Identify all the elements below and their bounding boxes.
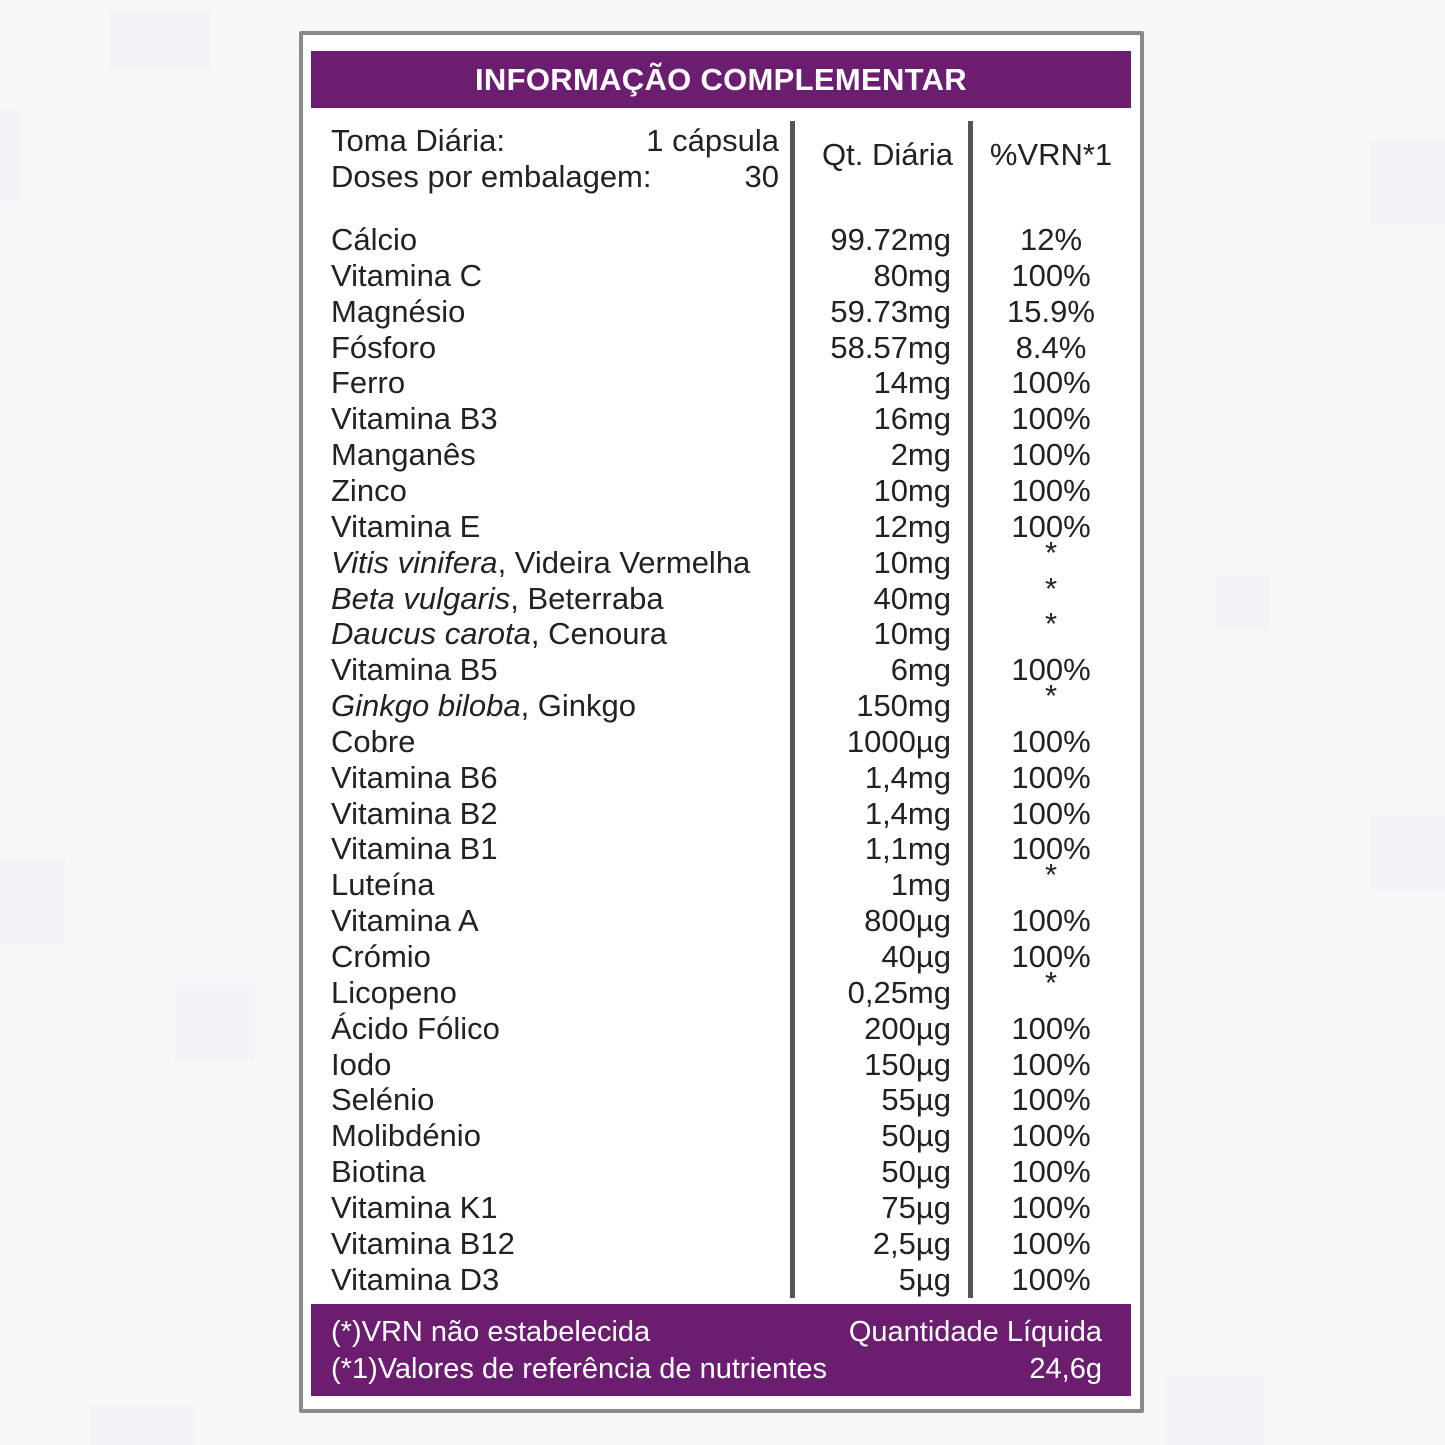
nutrient-quantity: 50µg [881, 1118, 951, 1154]
nutrient-vrn: 100% [1011, 472, 1091, 508]
nutrient-common-name: Vitamina B3 [331, 401, 498, 437]
nutrient-quantity: 40mg [873, 580, 951, 616]
nutrient-quantity: 14mg [873, 365, 951, 401]
nutrient-common-name: Magnésio [331, 293, 466, 329]
nutrient-quantity: 1,4mg [864, 759, 951, 795]
nutrient-name [331, 1262, 499, 1298]
nutrient-latin-name: Beta vulgaris [331, 580, 511, 616]
nutrient-vrn: 100% [1011, 903, 1091, 939]
nutrient-vrn: * [1044, 606, 1058, 642]
nutrient-common-name: Cobre [331, 723, 416, 759]
nutrient-row [0, 1262, 1445, 1298]
nutrient-quantity: 1,4mg [864, 795, 951, 831]
nutrient-row [0, 365, 1445, 401]
nutrient-common-name: Ácido Fólico [331, 1010, 500, 1046]
nutrient-vrn: 100% [1011, 939, 1091, 974]
nutrient-vrn: 100% [1011, 1082, 1091, 1118]
nutrient-vrn: 8.4% [1015, 329, 1087, 365]
nutrient-row [0, 652, 1445, 688]
nutrient-common-name: Vitamina D3 [331, 1261, 500, 1297]
nutrient-quantity: 2mg [890, 437, 951, 473]
nutrient-quantity: 50µg [881, 1154, 951, 1190]
nutrient-name [331, 939, 431, 975]
nutrient-quantity: 1000µg [846, 723, 951, 759]
background-tile [1165, 1375, 1265, 1445]
nutrient-quantity: 10mg [873, 616, 951, 652]
nutrient-row [0, 1154, 1445, 1190]
nutrient-row [0, 534, 1445, 581]
doses-per-pack-label: Doses por embalagem: [331, 159, 652, 194]
nutrient-name [331, 1118, 481, 1154]
nutrient-vrn: 100% [1011, 1010, 1091, 1046]
nutrient-vrn: 100% [1011, 1189, 1091, 1225]
nutrient-common-name: Iodo [331, 1046, 392, 1082]
daily-dose-value: 1 cápsula [646, 123, 779, 158]
nutrient-row [0, 857, 1445, 903]
nutrient-row [0, 294, 1445, 330]
nutrient-row [0, 1047, 1445, 1083]
nutrient-quantity: 1,1mg [864, 831, 951, 867]
nutrient-name [331, 688, 636, 724]
nutrient-quantity: 55µg [881, 1082, 951, 1118]
nutrient-row [0, 258, 1445, 294]
nutrient-vrn: 100% [1011, 1154, 1091, 1190]
nutrient-name [331, 975, 457, 1011]
nutrient-vrn: 100% [1011, 257, 1091, 293]
nutrient-row [0, 903, 1445, 939]
footnote-vrn-definition: (*1)Valores de referência de nutrientes [331, 1353, 827, 1385]
nutrient-name [331, 796, 498, 832]
nutrient-quantity: 59.73mg [830, 293, 951, 329]
nutrient-quantity: 10mg [873, 472, 951, 508]
nutrient-row [0, 509, 1445, 545]
label-footer [311, 1304, 1131, 1396]
nutrient-row [0, 760, 1445, 796]
nutrient-vrn: 100% [1011, 759, 1091, 795]
nutrient-quantity: 40µg [881, 939, 951, 974]
nutrient-row [0, 401, 1445, 437]
nutrient-common-name: Molibdénio [331, 1118, 481, 1154]
nutrient-quantity: 10mg [873, 544, 951, 580]
nutrient-row [0, 939, 1445, 975]
nutrient-row [0, 437, 1445, 473]
nutrient-name [331, 294, 465, 330]
nutrient-quantity: 150mg [856, 688, 951, 724]
nutrient-latin-name: Ginkgo biloba [331, 688, 521, 724]
nutrient-row [0, 330, 1445, 366]
net-quantity-label: Quantidade Líquida [848, 1316, 1102, 1348]
background-tile [110, 10, 210, 70]
nutrient-latin-name: Vitis vinifera [331, 544, 498, 580]
nutrient-common-name: Vitamina K1 [331, 1189, 498, 1225]
nutrient-quantity: 0,25mg [847, 974, 951, 1010]
nutrient-row [0, 796, 1445, 832]
nutrient-row [0, 1118, 1445, 1154]
background-tile [90, 1405, 195, 1445]
nutrient-vrn: * [1044, 570, 1058, 606]
nutrient-quantity: 16mg [873, 401, 951, 437]
nutrient-name [331, 437, 476, 473]
nutrient-name [331, 1190, 498, 1226]
nutrient-row [0, 1082, 1445, 1118]
nutrient-common-name: Cálcio [331, 222, 418, 257]
nutrient-name [331, 1082, 434, 1118]
nutrient-common-name: Licopeno [331, 974, 457, 1010]
nutrient-name [331, 509, 480, 545]
nutrient-name [331, 401, 498, 437]
nutrient-quantity: 99.72mg [830, 222, 951, 257]
column-header-vrn: %VRN*1 [989, 137, 1113, 172]
nutrient-common-name: Ferro [331, 365, 406, 401]
nutrient-row [0, 964, 1445, 1011]
footnote-vrn-not-established: (*)VRN não estabelecida [331, 1316, 651, 1348]
nutrient-vrn: 100% [1011, 831, 1091, 867]
nutrient-name [331, 652, 498, 688]
nutrient-quantity: 75µg [881, 1189, 951, 1225]
background-tile [1370, 140, 1445, 225]
nutrient-quantity: 12mg [873, 508, 951, 544]
nutrient-name [331, 1047, 391, 1083]
nutrient-common-name: , Beterraba [510, 580, 664, 616]
nutrient-vrn: 100% [1011, 508, 1091, 544]
nutrient-name [331, 258, 482, 294]
background-tile [0, 110, 20, 200]
nutrient-vrn: 100% [1011, 1225, 1091, 1261]
nutrient-common-name: Vitamina B1 [331, 831, 498, 867]
nutrient-vrn: 100% [1011, 723, 1091, 759]
nutrient-common-name: Zinco [331, 472, 407, 508]
nutrient-name [331, 1154, 426, 1190]
nutrient-vrn: 100% [1011, 1261, 1091, 1297]
nutrient-common-name: Vitamina B6 [331, 759, 498, 795]
nutrient-row [0, 1190, 1445, 1226]
nutrient-name [331, 545, 750, 581]
nutrient-row [0, 473, 1445, 509]
nutrient-common-name: Vitamina B5 [331, 652, 498, 688]
nutrient-row [0, 1226, 1445, 1262]
nutrient-quantity: 2,5µg [872, 1225, 951, 1261]
daily-dose-label: Toma Diária: [331, 123, 505, 158]
nutrient-row [0, 222, 1445, 258]
nutrient-common-name: Selénio [331, 1082, 435, 1118]
nutrient-vrn: 100% [1011, 795, 1091, 831]
nutrient-name [331, 867, 434, 903]
nutrient-common-name: Fósforo [331, 329, 437, 365]
nutrient-common-name: Manganês [331, 437, 476, 473]
nutrient-name [331, 1011, 500, 1047]
column-header-qty: Qt. Diária [822, 137, 953, 172]
nutrient-row [0, 724, 1445, 760]
nutrient-vrn: 100% [1011, 652, 1091, 688]
nutrient-common-name: Vitamina E [331, 508, 481, 544]
nutrient-common-name: Vitamina A [331, 903, 479, 939]
nutrient-vrn: 12% [1019, 222, 1083, 257]
nutrient-name [331, 222, 417, 258]
nutrient-quantity: 6mg [890, 652, 951, 688]
nutrient-common-name: , Videira Vermelha [497, 544, 751, 580]
nutrient-name [331, 903, 479, 939]
nutrient-row [0, 606, 1445, 652]
nutrient-vrn: 100% [1011, 365, 1091, 401]
nutrient-row [0, 678, 1445, 724]
nutrient-vrn: 100% [1011, 401, 1091, 437]
nutrient-name [331, 760, 498, 796]
nutrient-vrn: 100% [1011, 1046, 1091, 1082]
nutrient-name [331, 330, 436, 366]
nutrient-common-name: , Cenoura [530, 616, 668, 652]
nutrient-quantity: 1mg [890, 867, 951, 903]
nutrient-row [0, 831, 1445, 867]
nutrient-common-name: Crómio [331, 939, 431, 974]
nutrient-vrn: * [1044, 964, 1058, 1000]
nutrient-vrn: * [1044, 534, 1058, 570]
nutrient-quantity: 200µg [864, 1010, 951, 1046]
nutrient-vrn: 100% [1011, 437, 1091, 473]
net-quantity-value: 24,6g [1029, 1353, 1102, 1385]
nutrient-common-name: , Ginkgo [520, 688, 637, 724]
nutrient-common-name: Luteína [331, 867, 435, 903]
nutrient-common-name: Vitamina C [331, 257, 483, 293]
nutrient-quantity: 150µg [864, 1046, 951, 1082]
nutrient-vrn: * [1044, 678, 1058, 714]
nutrient-name [331, 724, 415, 760]
nutrient-quantity: 800µg [864, 903, 951, 939]
nutrient-name [331, 616, 667, 652]
doses-per-pack-value: 30 [744, 159, 779, 194]
nutrient-row [0, 1011, 1445, 1047]
nutrient-row [0, 570, 1445, 617]
nutrient-common-name: Vitamina B12 [331, 1225, 515, 1261]
nutrient-name [331, 365, 405, 401]
nutrient-vrn: 100% [1011, 1118, 1091, 1154]
nutrient-quantity: 80mg [873, 257, 951, 293]
nutrient-name [331, 1226, 515, 1262]
nutrient-vrn: * [1044, 857, 1058, 893]
nutrient-common-name: Biotina [331, 1154, 426, 1190]
nutrient-quantity: 5µg [898, 1261, 951, 1297]
nutrient-name [331, 581, 664, 617]
nutrient-vrn: 15.9% [1007, 293, 1095, 329]
nutrient-latin-name: Daucus carota [331, 616, 531, 652]
nutrient-name [331, 831, 498, 867]
nutrient-quantity: 58.57mg [830, 329, 951, 365]
label-title: INFORMAÇÃO COMPLEMENTAR [311, 51, 1131, 108]
nutrient-name [331, 473, 407, 509]
nutrient-common-name: Vitamina B2 [331, 795, 498, 831]
